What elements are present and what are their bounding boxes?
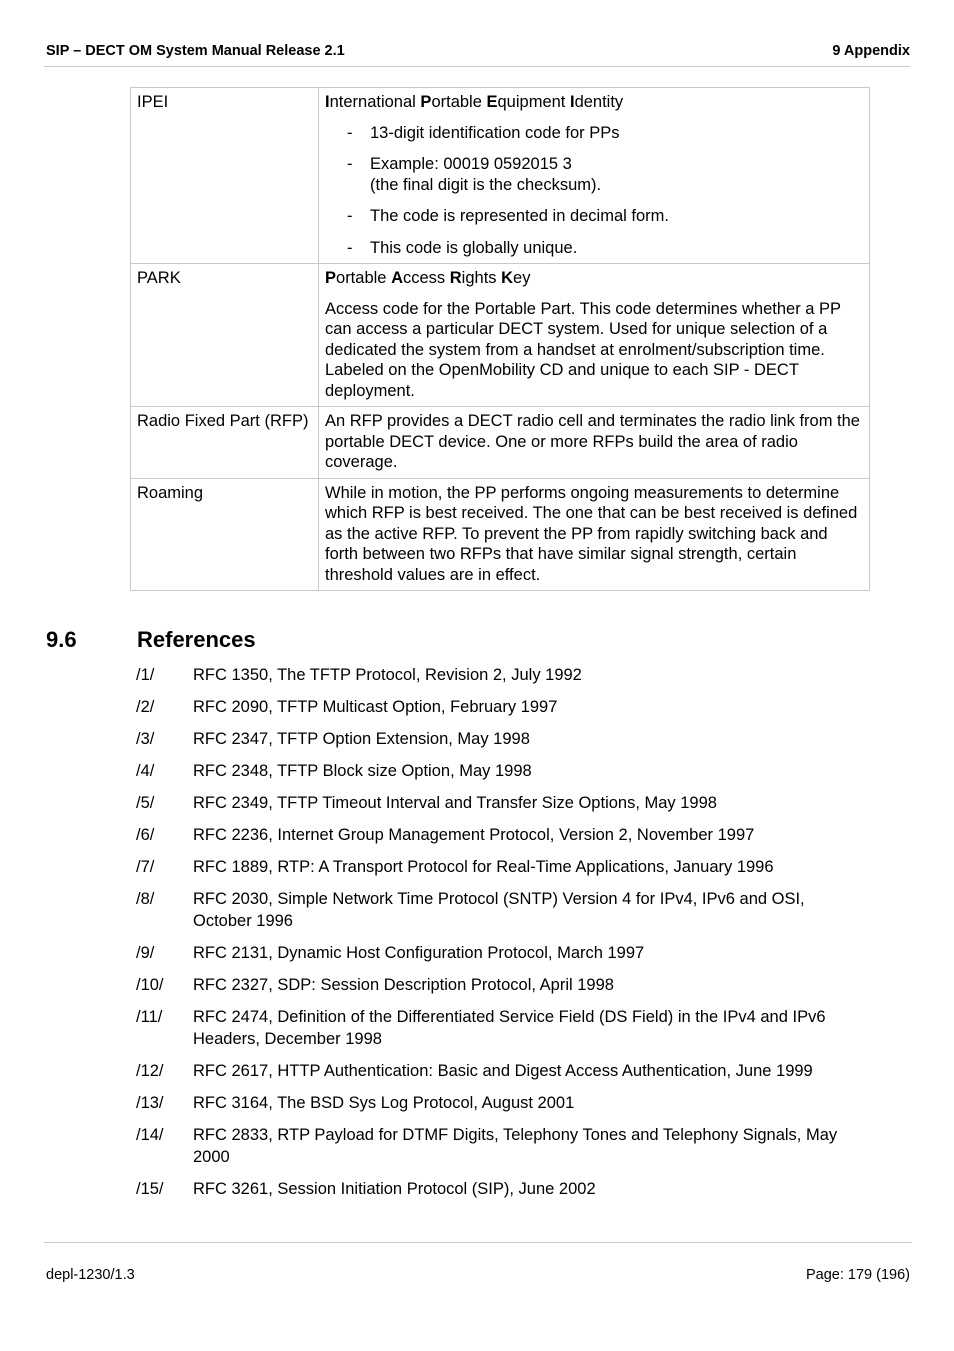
footer-document-id: depl-1230/1.3: [46, 1267, 135, 1283]
glossary-term: Radio Fixed Part (RFP): [131, 407, 319, 479]
list-item: /9/ RFC 2131, Dynamic Host Configuration Protocol, March 1997: [136, 944, 645, 962]
definition-text: While in motion, the PP performs ongoing measurements to determine which RFP is best received. The one that can be best received is defined as the active RFP. To prevent the PP from rapidly switching back and forth between two RFPs that have similar signal strength, certain threshold values are in effect.: [325, 483, 858, 584]
definition-title: International Portable Equipment Identity: [325, 93, 624, 111]
page-header: [44, 42, 910, 67]
list-item: - This code is globally unique.: [347, 238, 578, 257]
list-item: /8/ RFC 2030, Simple Network Time Protocol (SNTP) Version 4 for IPv4, IPv6 and OSI, October 1996: [136, 890, 805, 930]
list-item: /11/ RFC 2474, Definition of the Differentiated Service Field (DS Field) in the IPv4 and IPv6 Headers, December 1998: [136, 1008, 826, 1048]
list-item: - Example: 00019 0592015 3 (the final digit is the checksum).: [347, 155, 602, 194]
glossary-definition: [319, 478, 870, 591]
list-item: /14/ RFC 2833, RTP Payload for DTMF Digits, Telephony Tones and Telephony Signals, May 2000: [136, 1126, 838, 1166]
glossary-table: [130, 87, 870, 591]
definition-title: Portable Access Rights Key: [325, 269, 531, 287]
list-item: /6/ RFC 2236, Internet Group Management Protocol, Version 2, November 1997: [136, 826, 755, 844]
glossary-definition: [319, 88, 870, 264]
list-item: /12/ RFC 2617, HTTP Authentication: Basic and Digest Access Authentication, June 1999: [136, 1062, 813, 1080]
references-list: [136, 664, 866, 1210]
glossary-term: IPEI: [131, 88, 319, 264]
glossary-row-roaming: [131, 478, 870, 591]
list-item: /1/ RFC 1350, The TFTP Protocol, Revision 2, July 1992: [136, 666, 582, 684]
list-item: /10/ RFC 2327, SDP: Session Description Protocol, April 1998: [136, 976, 614, 994]
glossary-term: PARK: [131, 264, 319, 407]
header-chapter: 9 Appendix: [832, 43, 910, 59]
header-document-title: SIP – DECT OM System Manual Release 2.1: [46, 43, 345, 59]
list-item: /15/ RFC 3261, Session Initiation Protocol (SIP), June 2002: [136, 1180, 596, 1198]
list-item: /3/ RFC 2347, TFTP Option Extension, May 1998: [136, 730, 530, 748]
glossary-term: Roaming: [131, 478, 319, 591]
list-item: /7/ RFC 1889, RTP: A Transport Protocol for Real-Time Applications, January 1996: [136, 858, 774, 876]
definition-text: Access code for the Portable Part. This code determines whether a PP can access a particular DECT system. Used for unique selection of a dedicated the system from a handset at enrolment/subscription time. Labeled on the OpenMobility CD and unique to each SIP - DECT deployment.: [325, 299, 841, 400]
definition-text: An RFP provides a DECT radio cell and terminates the radio link from the portable DECT device. One or more RFPs build the area of radio coverage.: [325, 412, 860, 471]
list-item: /5/ RFC 2349, TFTP Timeout Interval and Transfer Size Options, May 1998: [136, 794, 717, 812]
glossary-row-ipei: [131, 88, 870, 264]
glossary-definition: [319, 407, 870, 479]
glossary-row-rfp: [131, 407, 870, 479]
glossary-definition: [319, 264, 870, 407]
list-item: - The code is represented in decimal form.: [347, 207, 669, 225]
footer-page-number: Page: 179 (196): [806, 1267, 910, 1283]
list-item: - 13-digit identification code for PPs: [347, 123, 620, 142]
definition-bullet-list: [325, 123, 863, 259]
list-item: /2/ RFC 2090, TFTP Multicast Option, February 1997: [136, 698, 558, 716]
page-footer: [44, 1242, 912, 1283]
list-item: /13/ RFC 3164, The BSD Sys Log Protocol, August 2001: [136, 1094, 575, 1112]
list-item: /4/ RFC 2348, TFTP Block size Option, May 1998: [136, 762, 532, 780]
section-title: References: [137, 627, 256, 652]
section-number: 9.6: [46, 627, 77, 652]
glossary-row-park: [131, 264, 870, 407]
